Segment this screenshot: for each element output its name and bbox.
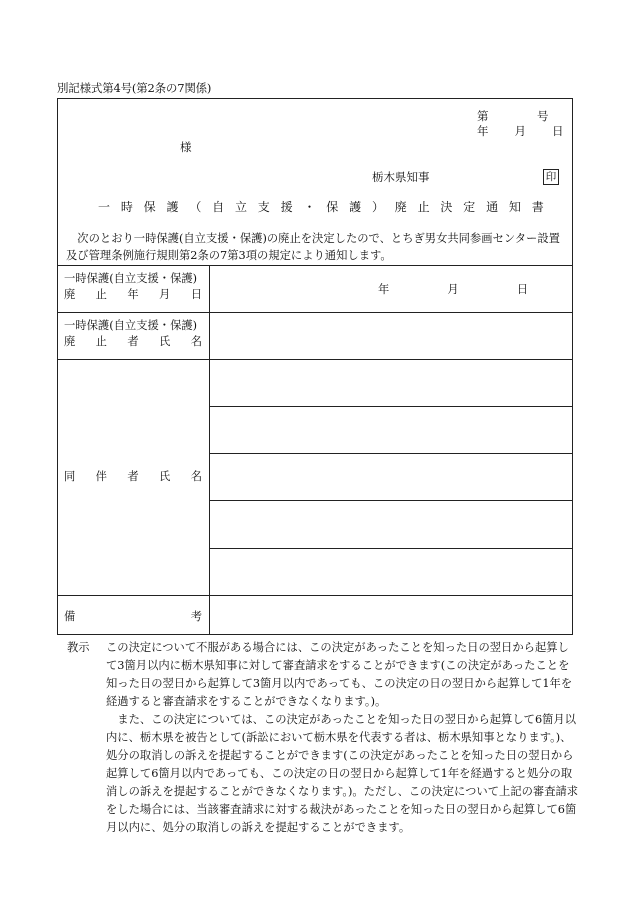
document-title [98, 198, 544, 215]
label-char: 年 [127, 288, 139, 301]
title-char: 一 [98, 200, 111, 214]
remarks-label [64, 609, 202, 625]
seal-mark: 印 [543, 169, 559, 185]
title-char: 立 [234, 200, 247, 214]
label-char: 名 [190, 470, 202, 483]
instructions-paragraph: この決定について不服がある場合には、この決定があったことを知った日の翌日から起算して3箇月以内に栃木県知事に対して審査請求をすることができます(この決定があったことを知った日の翌日から起算して3箇月以内であっても、この決定の日の翌日から起算して1年を経過すると審査請求をすることができなくなります。)。 [106, 641, 573, 708]
companion-name-field[interactable] [210, 501, 572, 547]
title-char: 護 [349, 200, 362, 214]
label-char: 考 [190, 610, 202, 623]
companion-name-field[interactable] [210, 454, 572, 499]
companions-label [64, 469, 202, 485]
title-char: 保 [143, 200, 156, 214]
divider [58, 265, 572, 266]
date-part: 月 [447, 283, 459, 296]
label-char: 伴 [95, 470, 107, 483]
title-char: 止 [417, 200, 430, 214]
label-char: 氏 [159, 470, 171, 483]
intro-text: 次のとおり一時保護(自立支援・保護)の廃止を決定したので、とちぎ男女共同参画センター設置及び管理条例施行規則第2条の7第3項の規定により通知します。 [66, 232, 560, 262]
label-char: 止 [95, 335, 107, 348]
instructions-paragraph: また、この決定については、この決定があったことを知った日の翌日から起算して6箇月以内に、栃木県を被告として(訴訟において栃木県を代表する者は、栃木県知事となります。)、処分の取消しの訴えを提起することができます(この決定があったことを知った日の翌日から起算して6箇月以内であっても、この決定の日の翌日から起算して1年を経過すると処分の取消しの訴えを提起することができなくなります。)。ただし、この決定について上記の審査請求をした場合には、当該審査請求に対する裁決があったことを知った日の翌日から起算して6箇月以内に、処分の取消しの訴えを提起することができます。 [106, 713, 579, 834]
title-char: 通 [486, 200, 499, 214]
label-char: 備 [64, 610, 76, 623]
label-char: 者 [127, 335, 139, 348]
label-char: 氏 [159, 335, 171, 348]
title-char: ） [371, 200, 384, 214]
document-date-field[interactable]: 年 月 日 [477, 124, 565, 138]
title-char: 書 [531, 200, 544, 214]
addressee-suffix: 様 [180, 140, 192, 154]
title-char: 保 [326, 200, 339, 214]
title-char: 支 [257, 200, 270, 214]
title-char: 決 [440, 200, 453, 214]
title-char: 援 [280, 200, 293, 214]
issuer-name: 栃木県知事 [372, 170, 430, 184]
title-char: （ [189, 200, 202, 214]
form-number-label: 別記様式第4号(第2条の7関係) [57, 81, 212, 95]
document-number-field[interactable]: 第 号 [477, 109, 549, 123]
abolition-date-label-line2 [64, 287, 202, 303]
title-char: ・ [303, 200, 316, 214]
title-char: 自 [212, 200, 225, 214]
title-char: 知 [508, 200, 521, 214]
label-char: 月 [159, 288, 171, 301]
label-char: 廃 [64, 335, 76, 348]
date-part: 年 [378, 283, 390, 296]
label-char: 同 [64, 470, 76, 483]
abolished-person-field[interactable] [210, 313, 572, 358]
label-char: 日 [190, 288, 202, 301]
title-char: 護 [166, 200, 179, 214]
abolition-date-label: 一時保護(自立支援・保護) 廃 止 年 月 日 [64, 272, 202, 301]
instructions-heading: 教示 [67, 641, 90, 654]
notice-form [57, 98, 573, 635]
date-part: 日 [516, 283, 528, 296]
title-char: 時 [120, 200, 133, 214]
title-char: 廃 [394, 200, 407, 214]
title-char: 定 [463, 200, 476, 214]
label-char: 者 [127, 470, 139, 483]
abolished-person-label: 一時保護(自立支援・保護) 廃 止 者 氏 名 [64, 319, 202, 348]
abolished-person-label-line2 [64, 334, 202, 350]
companion-name-field[interactable] [210, 360, 572, 405]
label-char: 廃 [64, 288, 76, 301]
abolition-date-value[interactable] [378, 281, 528, 297]
remarks-field[interactable] [210, 596, 572, 634]
label-char: 止 [95, 288, 107, 301]
label-char: 名 [190, 335, 202, 348]
companion-name-field[interactable] [210, 549, 572, 594]
companion-name-field[interactable] [210, 407, 572, 452]
